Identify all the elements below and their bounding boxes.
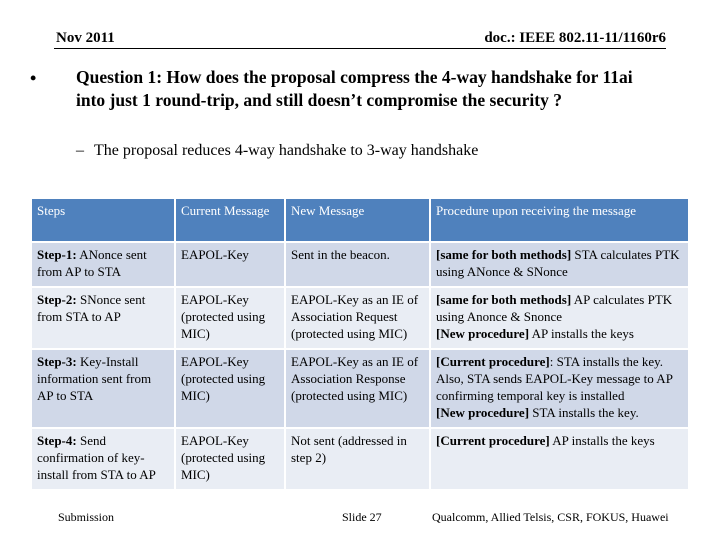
- procedure-text: AP installs the keys: [549, 433, 655, 448]
- bullet-dot: •: [30, 68, 37, 88]
- cell-current-message: EAPOL-Key (protected using MIC): [176, 288, 284, 348]
- step-description: Send confirmation of key-install from STA to AP: [37, 433, 156, 482]
- procedure-line: [436, 291, 683, 325]
- procedure-tag: [same for both methods]: [436, 292, 572, 307]
- table-header-row: [32, 199, 688, 241]
- sub-bullet-text: The proposal reduces 4-way handshake to 3-way handshake: [94, 142, 479, 159]
- footer-authors: Qualcomm, Allied Telsis, CSR, FOKUS, Huawei: [432, 510, 669, 524]
- cell-current-message: EAPOL-Key (protected using MIC): [176, 350, 284, 427]
- header-divider: [54, 48, 666, 49]
- procedure-line: [436, 404, 683, 421]
- procedure-tag: [Current procedure]: [436, 354, 550, 369]
- procedure-text: AP calculates PTK using Anonce & Snonce: [436, 292, 673, 324]
- procedure-text: : STA installs the key. Also, STA sends EAPOL-Key message to AP confirming temporal key is installed: [436, 354, 673, 403]
- step-label: Step-2:: [37, 292, 77, 307]
- steps-table: [30, 197, 690, 491]
- sub-bullet-dash: –: [76, 142, 84, 159]
- procedure-tag: [Current procedure]: [436, 433, 550, 448]
- cell-new-message: Sent in the beacon.: [286, 243, 429, 286]
- table-row: [32, 429, 688, 489]
- cell-new-message: EAPOL-Key as an IE of Association Response (protected using MIC): [286, 350, 429, 427]
- table-row: [32, 288, 688, 348]
- procedure-tag: [New procedure]: [436, 326, 530, 341]
- footer-submission: Submission: [58, 510, 115, 524]
- cell-step: [32, 350, 174, 427]
- procedure-text: STA calculates PTK using ANonce & SNonce: [436, 247, 680, 279]
- cell-new-message: EAPOL-Key as an IE of Association Request (protected using MIC): [286, 288, 429, 348]
- procedure-line: [436, 432, 683, 449]
- header-date: Nov 2011: [56, 30, 115, 46]
- step-description: Key-Install information sent from AP to STA: [37, 354, 152, 403]
- cell-step: [32, 288, 174, 348]
- footer-slide-number: Slide 27: [342, 510, 382, 524]
- header-new-message: New Message: [286, 199, 429, 241]
- step-label: Step-1:: [37, 247, 77, 262]
- cell-current-message: EAPOL-Key (protected using MIC): [176, 429, 284, 489]
- procedure-tag: [New procedure]: [436, 405, 530, 420]
- cell-procedure: [431, 288, 688, 348]
- header-current-message: Current Message: [176, 199, 284, 241]
- header-steps: Steps: [32, 199, 174, 241]
- step-description: ANonce sent from AP to STA: [37, 247, 147, 279]
- cell-current-message: EAPOL-Key: [176, 243, 284, 286]
- cell-procedure: [431, 243, 688, 286]
- cell-new-message: Not sent (addressed in step 2): [286, 429, 429, 489]
- step-label: Step-3:: [37, 354, 77, 369]
- cell-procedure: [431, 350, 688, 427]
- cell-step: [32, 429, 174, 489]
- table-row: [32, 350, 688, 427]
- procedure-text: STA installs the key.: [529, 405, 639, 420]
- cell-procedure: [431, 429, 688, 489]
- header-procedure: Procedure upon receiving the message: [431, 199, 688, 241]
- cell-step: [32, 243, 174, 286]
- procedure-line: [436, 325, 683, 342]
- procedure-text: AP installs the keys: [529, 326, 634, 341]
- step-description: SNonce sent from STA to AP: [37, 292, 146, 324]
- step-label: Step-4:: [37, 433, 77, 448]
- table-row: [32, 243, 688, 286]
- procedure-line: [436, 353, 683, 404]
- procedure-tag: [same for both methods]: [436, 247, 572, 262]
- sub-bullet: [76, 142, 478, 160]
- header-doc-id: doc.: IEEE 802.11-11/1160r6: [484, 30, 666, 46]
- procedure-line: [436, 246, 683, 280]
- question-text: Question 1: How does the proposal compress the 4-way handshake for 11ai into just 1 round-trip, and still doesn’t compromise the security ?: [76, 67, 633, 110]
